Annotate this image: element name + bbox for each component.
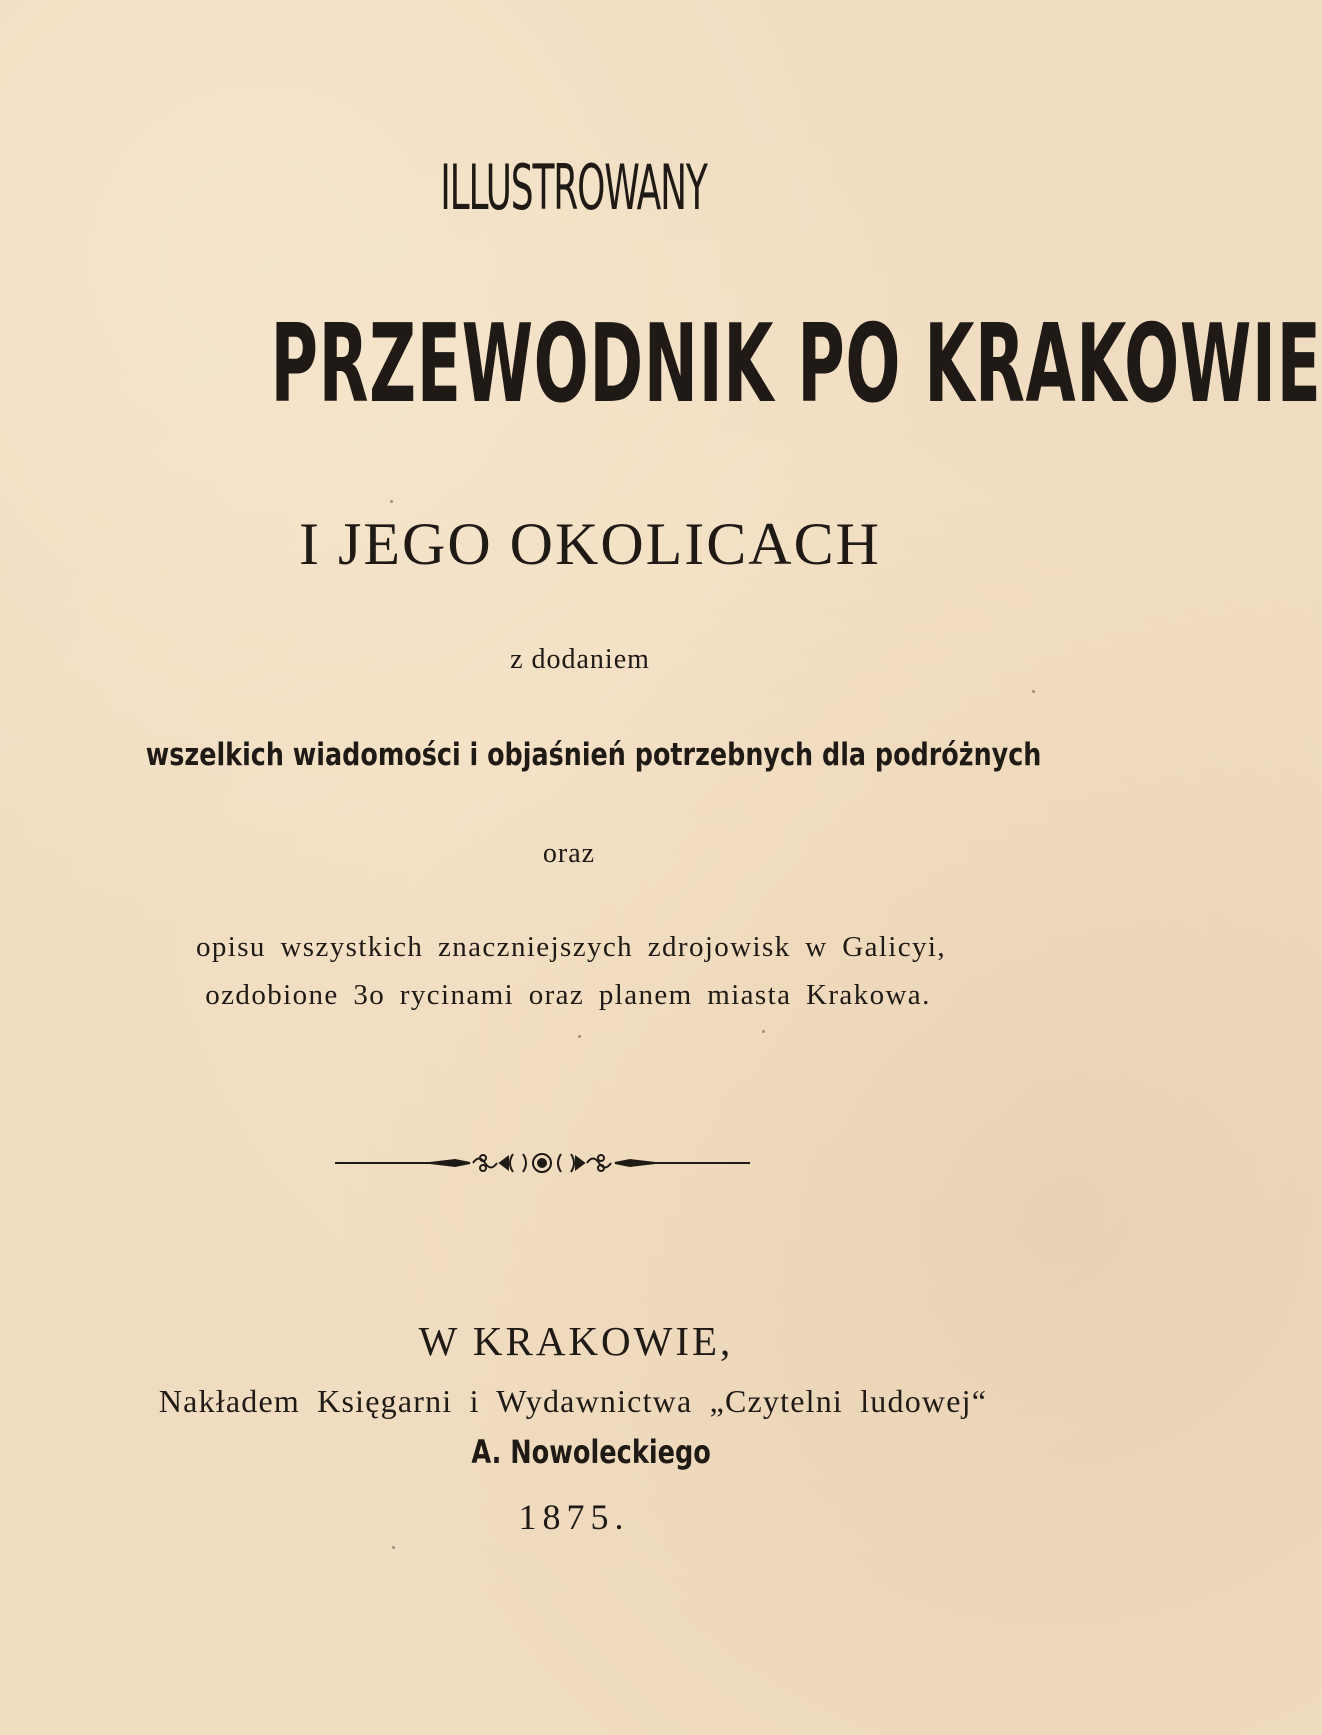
paper-speck <box>390 500 393 503</box>
imprint-place: W KRAKOWIE, <box>418 1318 734 1364</box>
paper-speck <box>578 1035 581 1038</box>
title-line-illustrowany: ILLUSTROWANY <box>440 151 707 224</box>
paper-speck <box>762 1030 765 1033</box>
description-line-1: opisu wszystkich znaczniejszych zdrojowisk w Galicyi, <box>195 931 947 963</box>
main-title: PRZEWODNIK PO KRAKOWIE <box>270 302 1322 427</box>
description-bold: wszelkich wiadomości i objaśnień potrzebnych dla podróżnych <box>145 737 1042 773</box>
ornament-divider-icon <box>335 1148 750 1178</box>
imprint-name: A. Nowoleckiego <box>471 1433 711 1471</box>
description-line-2: ozdobione 3o rycinami oraz planem miasta Krakowa. <box>205 979 931 1011</box>
imprint-publisher: Nakładem Księgarni i Wydawnictwa „Czytelni ludowej“ <box>158 1383 988 1419</box>
paper-speck <box>1032 690 1035 693</box>
subtitle: I JEGO OKOLICACH <box>299 511 881 577</box>
subtitle-connector: z dodaniem <box>510 644 650 675</box>
description-connector: oraz <box>542 838 596 869</box>
imprint-year: 1875. <box>518 1497 630 1537</box>
paper-speck <box>392 1546 395 1549</box>
